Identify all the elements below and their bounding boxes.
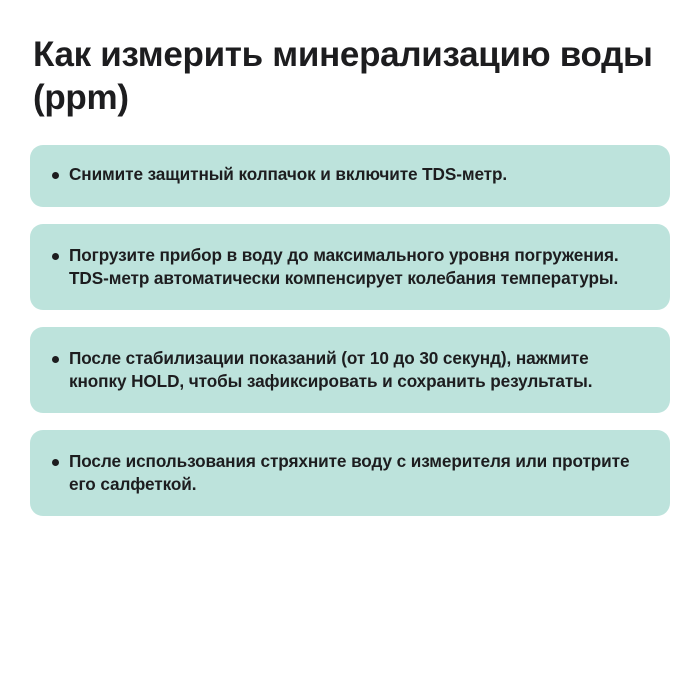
list-item	[30, 224, 670, 310]
list-item-text: Погрузите прибор в воду до максимального уровня погружения. TDS-метр автоматически компенсирует колебания температуры.	[69, 245, 619, 289]
list-item	[30, 430, 670, 516]
list-item	[30, 145, 670, 207]
list-item	[30, 327, 670, 413]
list-item-text: После использования стряхните воду с измерителя или протрите его салфеткой.	[69, 450, 630, 494]
page-title: Как измерить минерализацию воды (ppm)	[33, 35, 653, 117]
bullet-icon	[52, 172, 59, 179]
bullet-icon	[52, 459, 59, 466]
steps-list	[30, 145, 670, 515]
bullet-icon	[52, 253, 59, 260]
list-item-text: После стабилизации показаний (от 10 до 30 секунд), нажмите кнопку HOLD, чтобы зафиксировать и сохранить результаты.	[69, 348, 593, 391]
bullet-icon	[52, 356, 59, 363]
list-item-text: Снимите защитный колпачок и включите TDS-метр.	[69, 164, 508, 185]
